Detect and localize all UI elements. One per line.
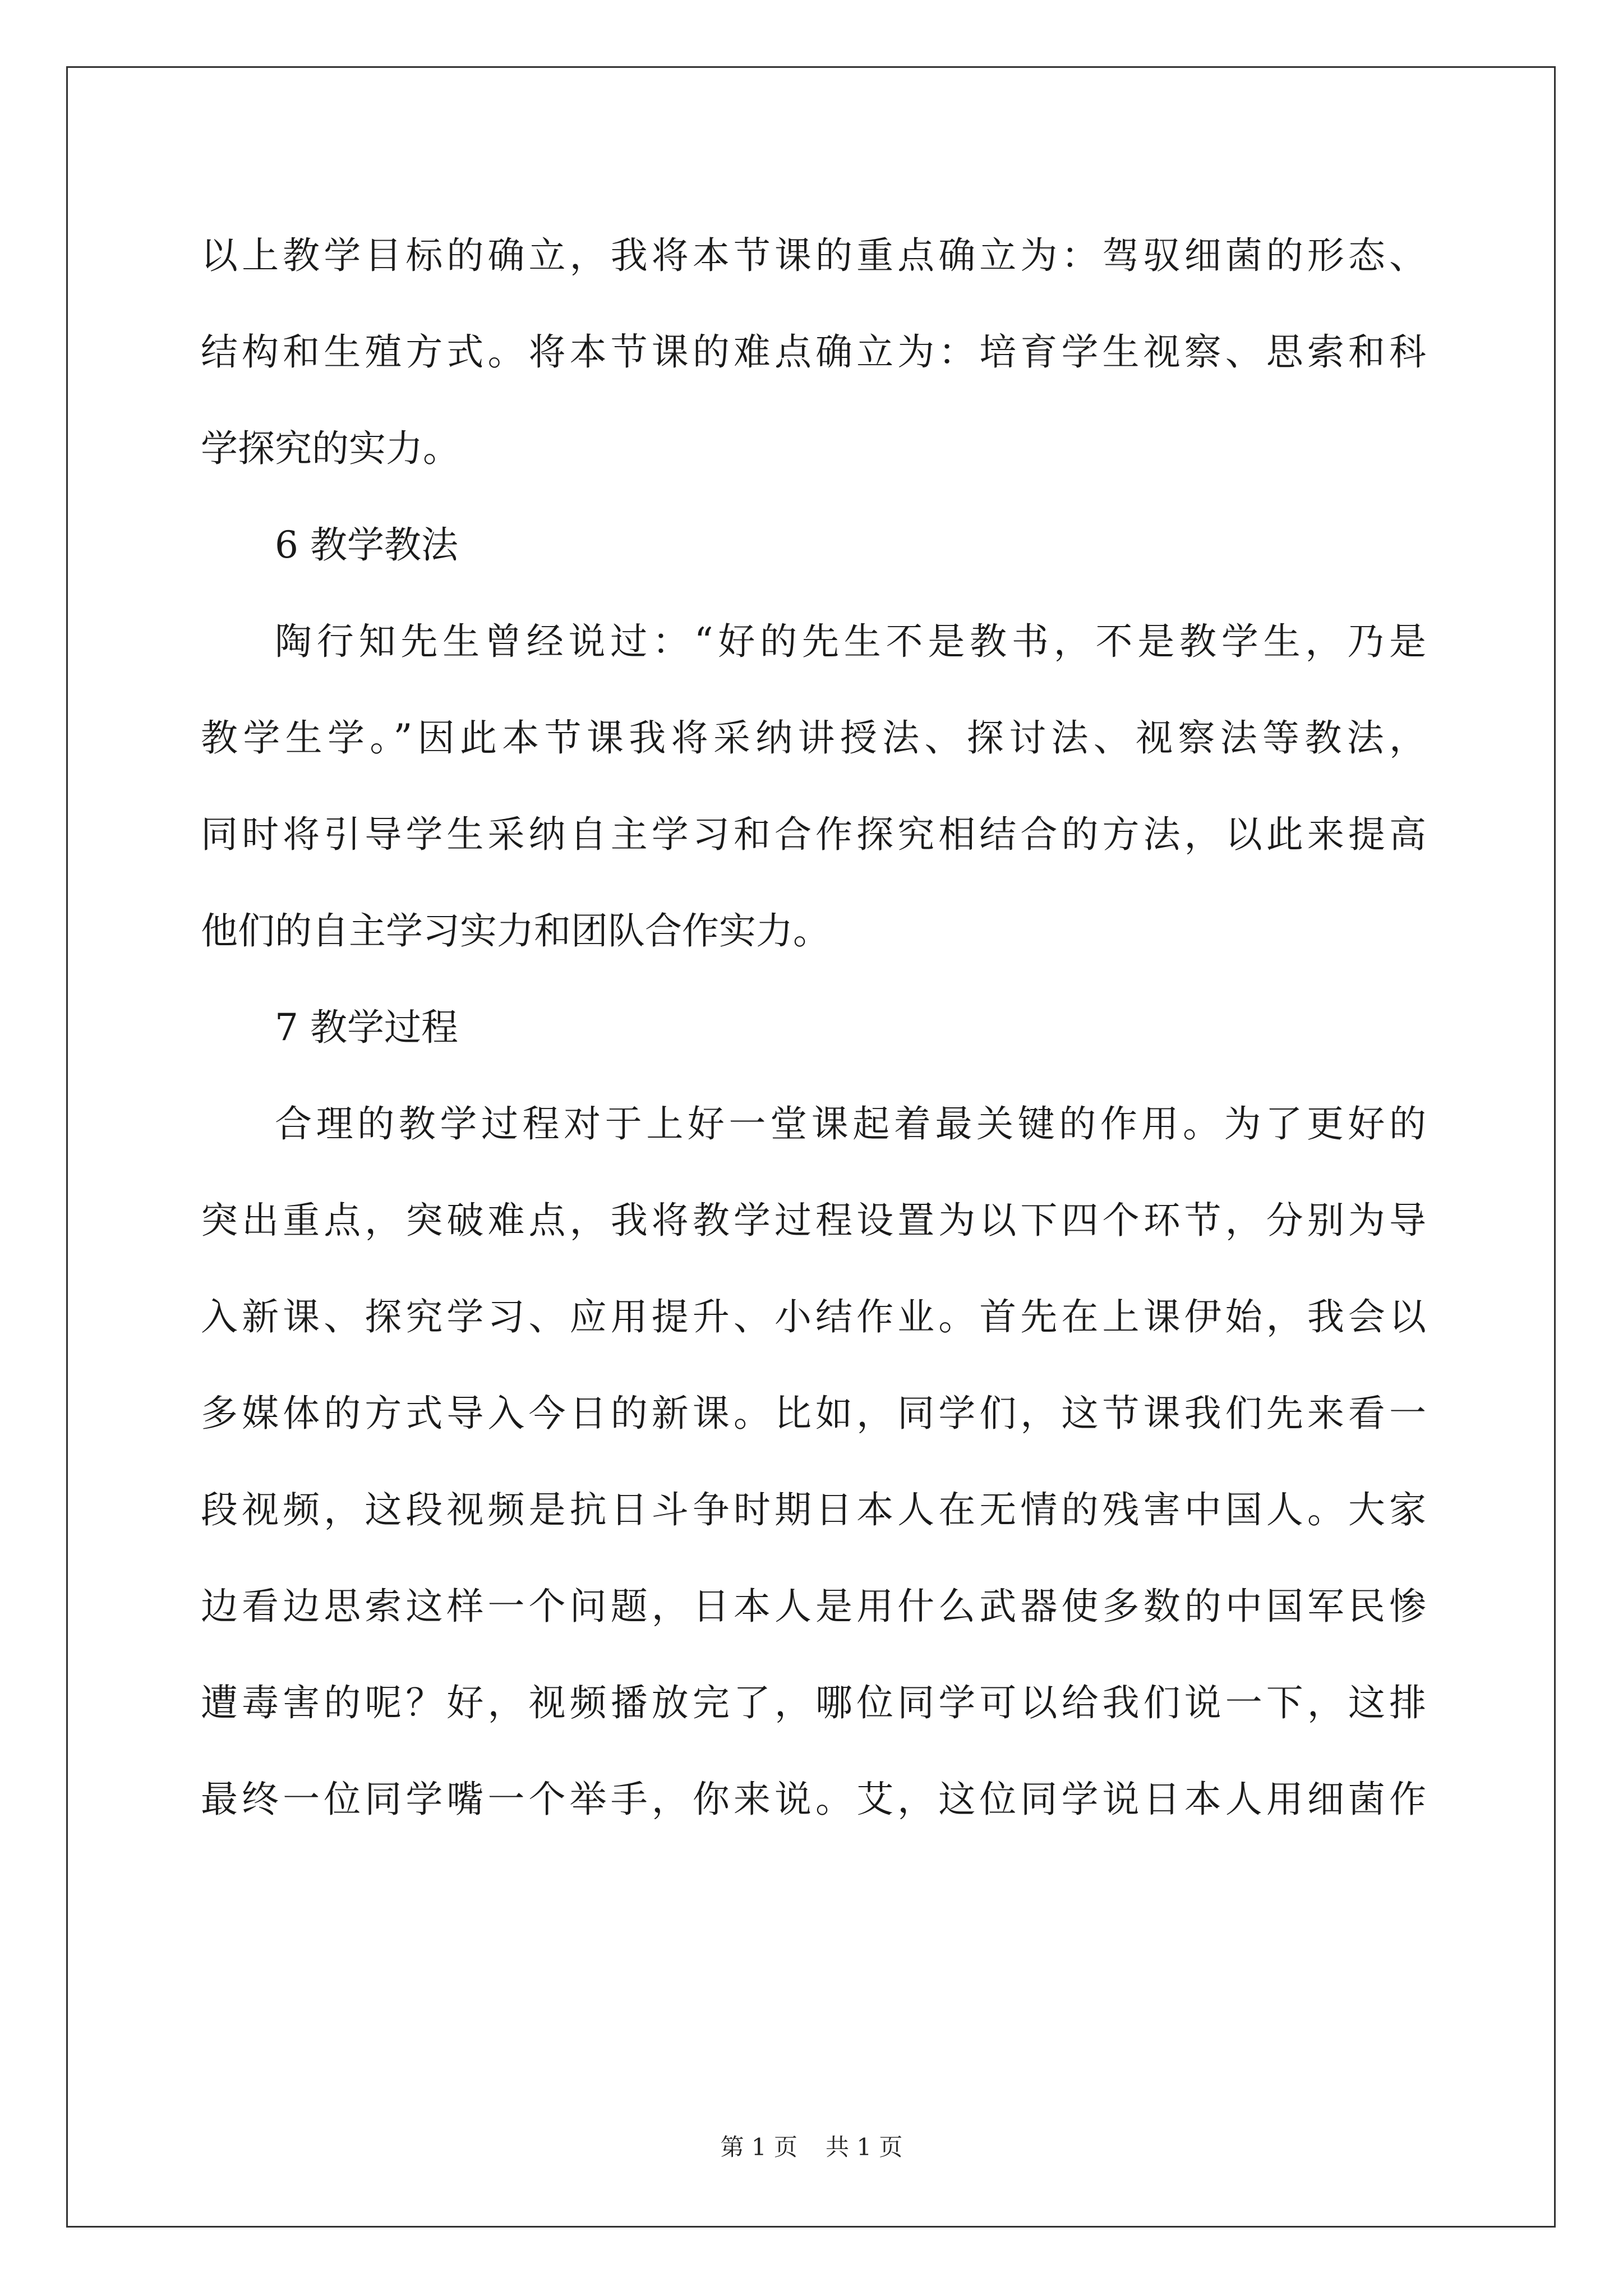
body-line: 教学生学。”因此本节课我将采纳讲授法、探讨法、视察法等教法，: [201, 716, 1426, 760]
body-line: 边看边思索这样一个问题，日本人是用什么武器使多数的中国军民惨: [201, 1585, 1426, 1628]
body-line: 同时将引导学生采纳自主学习和合作探究相结合的方法，以此来提高: [201, 813, 1426, 856]
body-line: 以上教学目标的确立，我将本节课的重点确立为：驾驭细菌的形态、: [201, 234, 1426, 277]
body-line: 突出重点，突破难点，我将教学过程设置为以下四个环节，分别为导: [201, 1199, 1426, 1242]
body-line: 段视频，这段视频是抗日斗争时期日本人在无情的残害中国人。大家: [201, 1488, 1426, 1531]
body-line: 结构和生殖方式。将本节课的难点确立为：培育学生视察、思索和科: [201, 330, 1426, 374]
body-line: 陶行知先生曾经说过：“好的先生不是教书，不是教学生，乃是: [275, 620, 1426, 663]
body-line: 他们的自主学习实力和团队合作实力。: [201, 909, 830, 953]
document-body: [201, 208, 1426, 1848]
page-number: 第 1 页: [720, 2133, 797, 2161]
body-line: 最终一位同学嘴一个举手，你来说。艾，这位同学说日本人用细菌作: [201, 1778, 1426, 1821]
body-line: 入新课、探究学习、应用提升、小结作业。首先在上课伊始，我会以: [201, 1295, 1426, 1338]
page-footer: [0, 2129, 1623, 2162]
body-line: 遭毒害的呢？好，视频播放完了，哪位同学可以给我们说一下，这排: [201, 1681, 1426, 1724]
body-line: 合理的教学过程对于上好一堂课起着最关键的作用。为了更好的: [275, 1102, 1426, 1145]
body-line: 学探究的实力。: [201, 427, 460, 470]
body-line: 多媒体的方式导入今日的新课。比如，同学们，这节课我们先来看一: [201, 1392, 1426, 1435]
section-heading: 7 教学过程: [275, 1006, 458, 1049]
page-total: 共 1 页: [826, 2133, 903, 2161]
section-heading: 6 教学教法: [275, 523, 458, 567]
